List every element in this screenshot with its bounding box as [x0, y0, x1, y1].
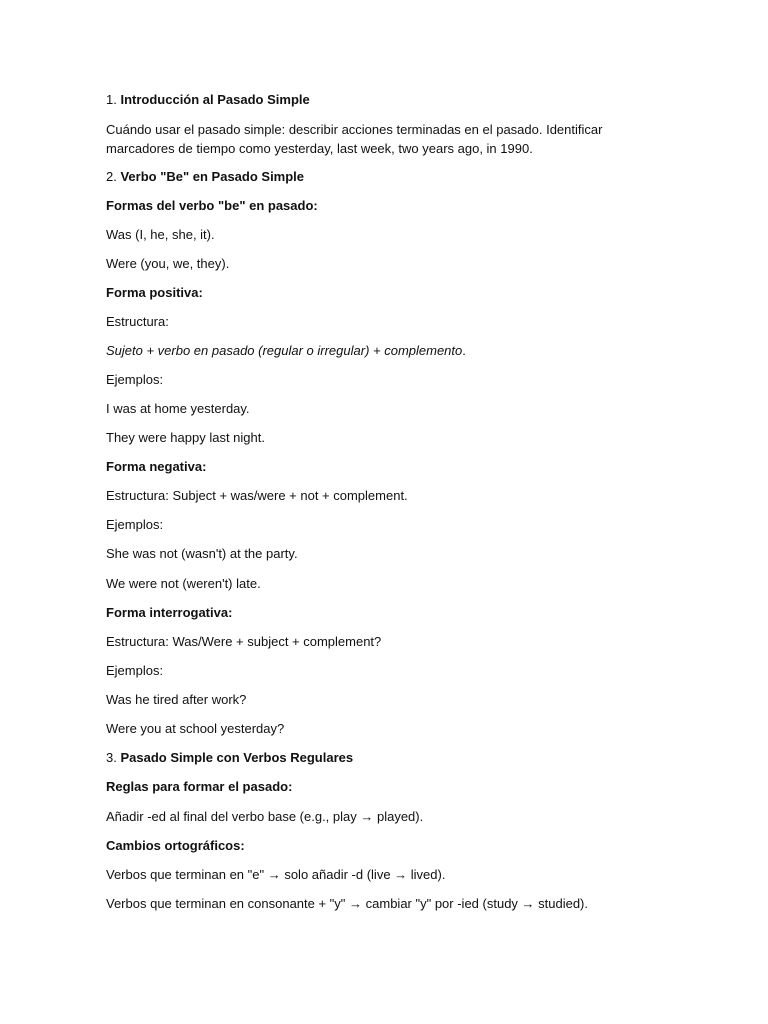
negative-example: We were not (weren't) late. [106, 576, 261, 591]
section-2-heading [106, 168, 304, 186]
section-number: 2. [106, 169, 121, 184]
interrogative-example: Were you at school yesterday? [106, 721, 285, 736]
section-1-heading [106, 91, 310, 109]
spelling-heading: Cambios ortográficos: [106, 838, 245, 853]
positive-example: I was at home yesterday. [106, 401, 250, 416]
interrogative-examples-label: Ejemplos: [106, 663, 164, 678]
positive-structure-label: Estructura: [106, 314, 169, 329]
positive-example: They were happy last night. [106, 430, 265, 445]
negative-heading: Forma negativa: [106, 459, 207, 474]
positive-structure-formula: Sujeto + verbo en pasado (regular o irregular) + complemento [106, 343, 463, 358]
interrogative-heading: Forma interrogativa: [106, 605, 233, 620]
section-number: 1. [106, 92, 121, 107]
section-title: Verbo "Be" en Pasado Simple [120, 169, 305, 184]
section-title: Pasado Simple con Verbos Regulares [120, 750, 354, 765]
interrogative-structure: Estructura: Was/Were + subject + complement? [106, 634, 382, 649]
positive-structure: Sujeto + verbo en pasado (regular o irregular) + complemento. [106, 343, 466, 358]
be-were-line: Were (you, we, they). [106, 256, 230, 271]
be-forms-heading: Formas del verbo "be" en pasado: [106, 198, 318, 213]
rule-line: Añadir -ed al final del verbo base (e.g., play → played). [106, 809, 424, 824]
interrogative-example: Was he tired after work? [106, 692, 247, 707]
negative-structure: Estructura: Subject + was/were + not + complement. [106, 488, 408, 503]
spelling-rule: Verbos que terminan en consonante + "y" → cambiar "y" por -ied (study → studied). [106, 896, 589, 911]
section-title: Introducción al Pasado Simple [120, 92, 310, 107]
negative-example: She was not (wasn't) at the party. [106, 546, 298, 561]
intro-paragraph: Cuándo usar el pasado simple: describir acciones terminadas en el pasado. Identificar marcadores de tiempo como yesterday, last week, two years ago, in 1990. [106, 122, 603, 156]
section-3-heading [106, 749, 353, 767]
section-number: 3. [106, 750, 121, 765]
rules-heading: Reglas para formar el pasado: [106, 779, 293, 794]
positive-heading: Forma positiva: [106, 285, 203, 300]
positive-examples-label: Ejemplos: [106, 372, 164, 387]
be-was-line: Was (I, he, she, it). [106, 227, 215, 242]
spelling-rule: Verbos que terminan en "e" → solo añadir -d (live → lived). [106, 867, 446, 882]
negative-examples-label: Ejemplos: [106, 517, 164, 532]
